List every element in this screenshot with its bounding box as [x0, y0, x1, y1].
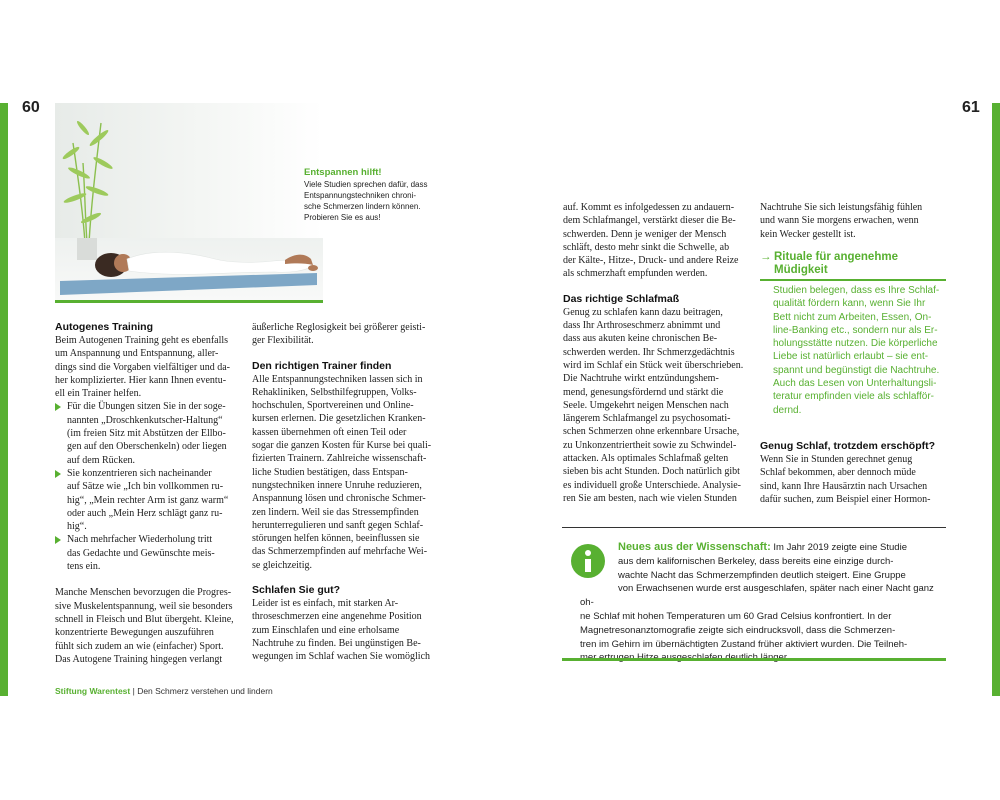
- text-line: dings sind die Vorgaben vielfältiger und da-: [55, 361, 230, 373]
- bullet-triangle-icon: [55, 470, 61, 478]
- text-line: ger Flexibilität.: [252, 335, 314, 347]
- text-line: nannten „Droschkenkutscher-Haltung“: [67, 414, 223, 426]
- text-line: Die Nachtruhe wirkt entzündungshem-: [563, 373, 719, 385]
- paragraph: [760, 201, 946, 241]
- text-line: ne Schlaf mit hohen Temperaturen um 60 Grad Celsius konfrontiert. In der: [580, 610, 892, 622]
- text-line: schen Schmerzen ohne erkennbare Ursache,: [563, 426, 740, 438]
- page-number-right: 61: [962, 99, 980, 116]
- text-line: Müdigkeit: [774, 264, 828, 276]
- text-line: wachte Nacht das Schmerzempfinden deutlich steigert. Eine Gruppe: [618, 569, 906, 581]
- text-line: Sie konzentrieren sich nacheinander: [67, 467, 212, 479]
- text-line: von Erwachsenen wurde erst ausgeschlafen, später nach einer Nacht ganz oh-: [580, 583, 934, 609]
- text-line: Für die Übungen sitzen Sie in der soge-: [67, 401, 226, 413]
- text-line: hochschulen, Sportvereinen und Online-: [252, 400, 414, 412]
- footer-brand: Stiftung Warentest: [55, 686, 131, 696]
- text-line: sind, kann Ihre Hausärztin nach Ursachen: [760, 480, 928, 492]
- text-line: tren im Gehirn im übernächtigten Zustand früher aktiviert wurden. Die Teilneh-: [580, 638, 908, 650]
- tip-rule: [760, 279, 946, 281]
- text-line: störungen helfen können, beeinflussen sie: [252, 533, 420, 545]
- text-line: line-Banking etc., sondern nur als Er-: [773, 324, 938, 336]
- page-footer: [55, 686, 273, 696]
- text-line: mend, genesungsfördernd und stärkt die: [563, 386, 724, 398]
- tip-box-rituale: [760, 251, 946, 417]
- text-line: fühlt sich zudem an wie (einfacher) Sport.: [55, 640, 224, 652]
- text-line: als schmerzhaft empfunden werden.: [563, 268, 708, 280]
- text-line: das Schmerzempfinden auf mehrfache Wei-: [252, 546, 428, 558]
- text-line: wegungen im Schlaf wachen Sie womöglich: [252, 651, 431, 663]
- text-line: se gleichzeitig.: [252, 559, 312, 571]
- text-line: ell ein Trainer helfen.: [55, 388, 142, 400]
- text-line: teratur empfinden viele als schlafför-: [773, 391, 935, 403]
- text-line: äußerliche Reglosigkeit bei größerer geisti-: [252, 322, 426, 333]
- caption-title: Entspannen hilft!: [304, 167, 382, 178]
- text-line: Nachtruhe zu finden. Bei ungünstigen Be-: [252, 637, 421, 649]
- text-line: auf Sätze wie „Ich bin vollkommen ru-: [67, 481, 224, 493]
- text-line: Anspannung lösen und chronische Schmer-: [252, 493, 426, 505]
- caption-line: Probieren Sie es aus!: [304, 213, 381, 222]
- science-box-bottom-rule: [562, 658, 946, 661]
- text-line: Studien belegen, dass es Ihre Schlaf-: [773, 285, 940, 296]
- paragraph: [252, 321, 440, 348]
- text-line: dafür suchen, zum Beispiel einer Hormon-: [760, 493, 931, 505]
- text-line: schwerden werden. Ihr Schmerzgedächtnis: [563, 346, 735, 358]
- text-line: kassen übernehmen oft einen Teil oder: [252, 426, 407, 438]
- text-line: sive Muskelentspannung, weil sie besonders: [55, 600, 233, 612]
- text-line: liche Studien bestätigen, dass Entspan-: [252, 466, 408, 478]
- text-line: aus dem kalifornischen Berkeley, dass bereits eine einzige durch-: [618, 555, 894, 567]
- column-4: [760, 201, 946, 241]
- text-line: throseschmerzen eine angenehme Position: [252, 611, 422, 623]
- text-line: konzentrierte Bewegungen auszuführen: [55, 627, 214, 639]
- column-1: [55, 321, 243, 666]
- paragraph: [55, 586, 243, 666]
- text-line: wird im Schlaf ein Stück weit überschrieben.: [563, 359, 744, 371]
- text-line: Nach mehrfacher Wiederholung tritt: [67, 534, 213, 546]
- column-2: [252, 321, 440, 664]
- text-line: dem Schlafmangel, verstärkt dieser die Be-: [563, 215, 736, 227]
- heading-schlafmass: Das richtige Schlafmaß: [563, 292, 680, 305]
- column-4-lower: [760, 440, 946, 506]
- text-line: dass Ihr Arthroseschmerz abnimmt und: [563, 320, 721, 332]
- text-line: hig“.: [67, 521, 87, 533]
- list-item: [55, 400, 243, 466]
- text-line: Alle Entspannungstechniken lassen sich in: [252, 373, 423, 385]
- page-edge-tab-right: [992, 103, 1000, 696]
- text-line: der Kälte-, Hitze-, Druck- und andere Reize: [563, 255, 739, 267]
- page-number-left: 60: [22, 99, 40, 116]
- text-line: (im freien Sitz mit Abstützen der Ellbo-: [67, 428, 226, 440]
- tip-body: [760, 284, 946, 417]
- heading-autogenes-training: Autogenes Training: [55, 321, 154, 333]
- text-line: holungsstätte nutzen. Die körperliche: [773, 338, 938, 350]
- bullet-triangle-icon: [55, 536, 61, 544]
- text-line: Manche Menschen bevorzugen die Progres-: [55, 587, 232, 599]
- text-line: oder auch „Mein Herz schlägt ganz ru-: [67, 507, 223, 519]
- text-line: es individuell große Unterschiede. Analysie-: [563, 479, 742, 491]
- text-line: auf. Kommt es infolgedessen zu andauern-: [563, 202, 735, 213]
- list-item: [55, 467, 243, 533]
- paragraph: [760, 453, 946, 506]
- text-line: spannt und begünstigt die Nachtruhe.: [773, 364, 940, 376]
- text-line: Leider ist es einfach, mit starken Ar-: [252, 598, 399, 610]
- text-line: herunterregulieren und sanft gegen Schlaf-: [252, 519, 424, 531]
- text-line: Das Autogene Training hingegen verlangt: [55, 653, 223, 665]
- science-box: [580, 541, 946, 665]
- heading-genug-schlaf: Genug Schlaf, trotzdem erschöpft?: [760, 440, 936, 452]
- footer-title: Den Schmerz verstehen und lindern: [137, 686, 273, 696]
- photo-caption: [304, 167, 439, 223]
- paragraph: [563, 306, 751, 505]
- text-line: das Gedachte und Gewünschte meis-: [67, 547, 215, 559]
- relaxation-photo: [55, 103, 323, 300]
- text-line: gen auf den Oberschenkeln) oder liegen: [67, 441, 227, 453]
- text-line: dass aus akuten keine chronischen Be-: [563, 333, 718, 345]
- text-line: schnell in Fleisch und Blut übergeht. Kleine,: [55, 613, 234, 625]
- paragraph: [252, 373, 440, 572]
- text-line: Genug zu schlafen kann dazu beitragen,: [563, 306, 723, 318]
- heading-trainer-finden: Den richtigen Trainer finden: [252, 359, 392, 372]
- photo-underline: [55, 300, 323, 303]
- text-line: hig“, „Mein rechter Arm ist ganz warm“: [67, 494, 229, 506]
- arrow-right-icon: →: [760, 251, 772, 263]
- text-line: ren Sie am besten, nach wie vielen Stunden: [563, 492, 737, 504]
- caption-line: Entspannungstechniken chroni-: [304, 191, 417, 200]
- text-line: kursen erlernen. Die gesetzlichen Kranken-: [252, 413, 426, 425]
- science-line: [580, 541, 946, 555]
- text-line: sieben bis acht Stunden. Doch natürlich gibt: [563, 466, 740, 478]
- column-3: [563, 201, 751, 505]
- footer-separator: |: [130, 686, 138, 696]
- caption-line: sche Schmerzen lindern können.: [304, 202, 421, 211]
- science-box-heading: Neues aus der Wissenschaft:: [618, 541, 771, 553]
- text-line: schwerden. Denn je weniger der Mensch: [563, 228, 727, 240]
- intro-paragraph: [55, 334, 243, 400]
- text-line: Beim Autogenen Training geht es ebenfalls: [55, 335, 229, 346]
- text-line: dernd.: [773, 404, 802, 416]
- paragraph: [563, 201, 751, 281]
- text-line: längerem Schlafmangel zu psychosomati-: [563, 413, 731, 425]
- bullet-list: [55, 400, 243, 573]
- text-line: Wenn Sie in Stunden gerechnet genug: [760, 454, 913, 465]
- text-line: zum Einschlafen und eine erholsame: [252, 624, 400, 636]
- text-line: her komplizierter. Hier kann Ihnen eventu-: [55, 374, 227, 386]
- text-line: sogar die ganzen Kosten für Kurse bei quali-: [252, 440, 432, 452]
- list-item: [55, 533, 243, 573]
- text-line: Bett nicht zum Arbeiten, Essen, On-: [773, 311, 932, 323]
- tip-heading: [760, 251, 946, 277]
- text-line: zu Unkonzentriertheit sowie zu Schwindel-: [563, 439, 737, 451]
- paragraph: [252, 597, 440, 663]
- text-line: schläft, desto mehr sinkt die Schwelle, ab: [563, 241, 730, 253]
- text-line: Liebe ist natürlich erlaubt – sie ent-: [773, 351, 929, 363]
- text-line: attacken. Als optimales Schlafmaß gelten: [563, 453, 729, 465]
- text-line: und wann Sie morgens erwachen, wenn: [760, 215, 919, 227]
- text-line: zen lindern. Weil sie das Stressempfinden: [252, 506, 419, 518]
- text-line: Rituale für angenehme: [774, 251, 898, 263]
- text-line: Schlaf bekommen, aber dennoch müde: [760, 467, 916, 479]
- text-line: Nachtruhe Sie sich leistungsfähig fühlen: [760, 202, 923, 213]
- caption-line: Viele Studien sprechen dafür, dass: [304, 180, 428, 189]
- science-box-top-rule: [562, 527, 946, 528]
- text-line: Magnetresonanztomografie zeigte sich eindrucksvoll, dass die Schmerzen-: [580, 624, 896, 636]
- text-line: nungstechniken innere Unruhe reduzieren,: [252, 479, 422, 491]
- text-line: auf dem Rücken.: [67, 454, 136, 466]
- text-line: tens ein.: [67, 561, 101, 573]
- text-line: kein Wecker gestellt ist.: [760, 228, 856, 240]
- text-line: um Anspannung und Entspannung, aller-: [55, 348, 219, 360]
- page-edge-tab-left: [0, 103, 8, 696]
- text-line: Auch das Lesen von Unterhaltungsli-: [773, 378, 937, 390]
- heading-schlafen-sie-gut: Schlafen Sie gut?: [252, 584, 341, 597]
- text-line: Rehakliniken, Selbsthilfegruppen, Volks-: [252, 386, 417, 398]
- bullet-triangle-icon: [55, 403, 61, 411]
- text-line: qualität fördern kann, wenn Sie Ihr: [773, 298, 926, 310]
- text-line: fizierten Trainern. Zahlreiche wissenschaft-: [252, 453, 427, 465]
- text-line: Seele. Umgekehrt neigen Menschen nach: [563, 399, 729, 411]
- text-line: Im Jahr 2019 zeigte eine Studie: [770, 542, 907, 553]
